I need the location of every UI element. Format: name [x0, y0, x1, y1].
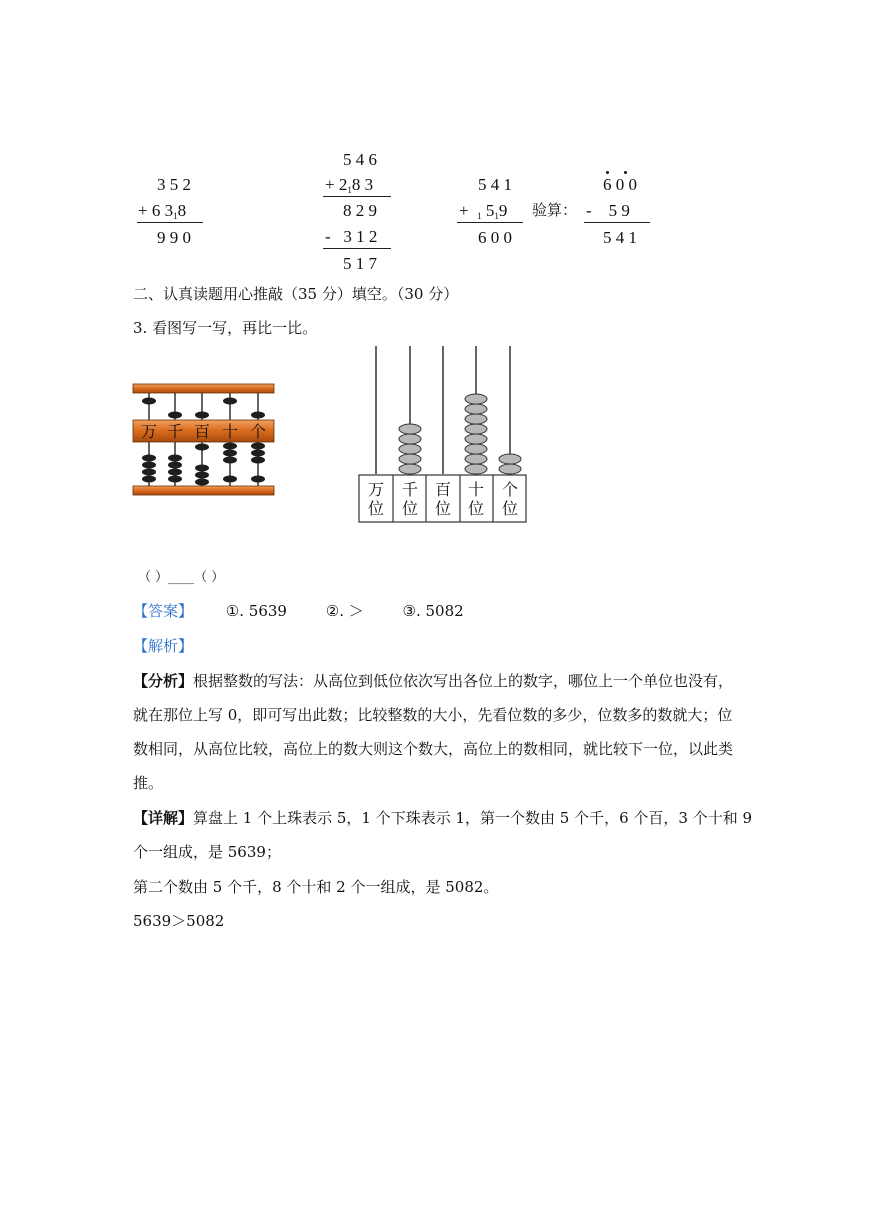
borrow-dot [624, 171, 627, 174]
plus-sign: + [325, 175, 335, 194]
fenxi-line-2: 就在那位上写 0，即可写出此数；比较整数的大小，先看位数的多少，位数多的数就大；位 [133, 706, 733, 724]
borrow-dot [606, 171, 609, 174]
counter-bead [465, 434, 487, 444]
counter-bead [465, 464, 487, 474]
answer-label: 【答案】 [133, 602, 194, 620]
xiangjie-line-2: 个一组成，是 5639； [133, 843, 281, 861]
abacus-label-qian: 千 [166, 422, 184, 441]
counter-label-wei: 位 [501, 499, 519, 518]
carry-mark-1: 1 [477, 211, 482, 221]
minus-sign: - [586, 201, 592, 220]
check-line [584, 222, 650, 223]
counting-frame-figure [356, 344, 532, 526]
calc1-result: 9 9 0 [157, 228, 191, 247]
counter-label-wei: 位 [367, 499, 385, 518]
check-result: 5 4 1 [603, 228, 637, 247]
counter-bead [399, 454, 421, 464]
counter-label-wei: 位 [401, 499, 419, 518]
analysis-label: 【解析】 [133, 637, 194, 655]
fenxi-label: 【分析】 [133, 672, 194, 690]
counter-beads [399, 394, 521, 474]
plus-sign: + [138, 201, 148, 220]
carry-mark: 1 [347, 185, 352, 195]
calc2-row3: - 3 1 2 [325, 227, 378, 246]
fenxi-line-1: 【分析】根据整数的写法：从高位到低位依次写出各位上的数字，哪位上一个单位也没有， [133, 672, 734, 690]
calc1-row2: + 6 318 [138, 201, 187, 221]
counter-bead [465, 404, 487, 414]
calc3-row2: + 1 519 [459, 201, 508, 221]
counter-bead [465, 444, 487, 454]
calc2-line-1 [323, 196, 391, 197]
counter-bead [399, 464, 421, 474]
calc1-row1: 3 5 2 [157, 175, 191, 194]
abacus-label-wan: 万 [140, 422, 158, 441]
calc2-row1: 5 4 6 [343, 150, 377, 169]
calc1-line [137, 222, 203, 223]
calc2-row2: + 218 3 [325, 175, 374, 195]
fenxi-line-3: 数相同，从高位比较，高位上的数大则这个数大，高位上的数相同，就比较下一位，以此类 [133, 740, 734, 758]
abacus-top-bar [133, 384, 274, 393]
calc3-line [457, 222, 523, 223]
counter-bead [399, 424, 421, 434]
upper-beads [142, 398, 265, 419]
counter-bead [465, 394, 487, 404]
calc2-mid: 8 2 9 [343, 201, 377, 220]
calc3-row1: 5 4 1 [478, 175, 512, 194]
counter-bead [499, 464, 521, 474]
counter-bead [465, 454, 487, 464]
counter-label-bai: 百 [434, 480, 452, 499]
xiangjie-label: 【详解】 [133, 809, 194, 827]
counter-label-wei: 位 [467, 499, 485, 518]
calc2-result: 5 1 7 [343, 254, 377, 273]
xiangjie-line-1: 【详解】算盘上 1 个上珠表示 5，1 个下珠表示 1，第一个数由 5 个千，6 个百，3 个十和 9 [133, 809, 753, 827]
counter-bead [465, 424, 487, 434]
abacus-bottom-bar [133, 486, 274, 495]
answer-3: ③. 5082 [402, 602, 464, 620]
answer-row [133, 601, 464, 621]
abacus-label-shi: 十 [221, 422, 239, 441]
section-title: 二、认真读题用心推敲（35 分）填空。（30 分） [133, 285, 459, 303]
abacus-figure [132, 382, 276, 498]
xiangjie-line-4: 5639＞5082 [133, 912, 225, 930]
counter-bead [399, 444, 421, 454]
carry-mark-2: 1 [494, 211, 499, 221]
lower-beads [142, 443, 265, 486]
counter-rods [376, 346, 510, 474]
check-row1: 6 0 0 [603, 175, 637, 194]
minus-sign: - [325, 227, 331, 246]
carry-mark: 1 [173, 211, 178, 221]
abacus-label-ge: 个 [249, 422, 267, 441]
calc2-line-2 [323, 248, 391, 249]
counter-bead [499, 454, 521, 464]
question-3-title: 3. 看图写一写，再比一比。 [133, 319, 318, 337]
counter-label-wan: 万 [367, 480, 385, 499]
answer-2: ②. ＞ [325, 602, 364, 620]
fenxi-line-4: 推。 [133, 774, 164, 792]
counter-label-shi: 十 [467, 480, 485, 499]
plus-sign: + [459, 201, 469, 220]
answer-blanks: （ ）____（ ） [138, 570, 225, 585]
xiangjie-line-3: 第二个数由 5 个千，8 个十和 2 个一组成，是 5082。 [133, 878, 499, 896]
check-label: 验算： [532, 201, 578, 219]
counter-label-ge: 个 [501, 480, 519, 499]
answer-1: ①. 5639 [225, 602, 287, 620]
counter-bead [399, 434, 421, 444]
counter-label-wei: 位 [434, 499, 452, 518]
counter-label-qian: 千 [401, 480, 419, 499]
check-row2: - 5 9 [586, 201, 630, 220]
counter-bead [465, 414, 487, 424]
calc3-result: 6 0 0 [478, 228, 512, 247]
abacus-label-bai: 百 [193, 422, 211, 441]
